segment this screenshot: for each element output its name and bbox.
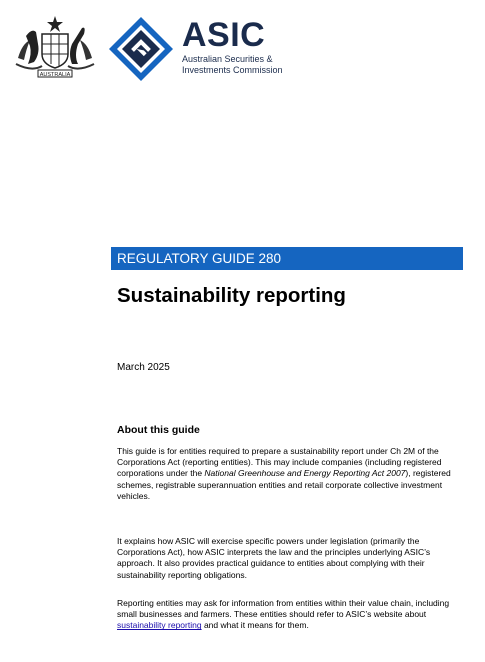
about-paragraph-2: It explains how ASIC will exercise specific powers under legislation (primarily the Corporations Act), how ASIC interprets the law and the principles underlying ASIC’s approach. It also provides practical guidance to entities about complying with their sustainability reporting obligations. <box>117 536 431 580</box>
sustainability-reporting-link[interactable]: sustainability reporting <box>117 620 202 631</box>
svg-text:AUSTRALIA: AUSTRALIA <box>39 72 71 78</box>
commonwealth-coat-of-arms-icon <box>12 14 98 80</box>
document-title: Sustainability reporting <box>117 284 346 307</box>
regulatory-guide-banner: REGULATORY GUIDE 280 <box>111 247 463 270</box>
logo-subtitle-line2: Investments Commission <box>182 65 283 75</box>
about-paragraph-3 <box>117 598 465 632</box>
about-paragraph-1 <box>117 446 465 502</box>
paragraph-text: and what it means for them. <box>201 620 309 631</box>
logo-name: ASIC <box>182 16 266 54</box>
paragraph-text: This guide is for entities required to prepare a sustainability report under Ch 2M of the Corporations Act (reporting entities). This may include companies (including registered corporations under the <box>117 446 442 479</box>
paragraph-text: ), registered schemes, registrable superannuation entities and retail corporate collective investment vehicles. <box>117 468 451 501</box>
asic-wordmark <box>182 18 283 76</box>
asic-diamond-logo-icon <box>108 16 174 82</box>
paragraph-text: Reporting entities may ask for information from entities within their value chain, including small businesses and farmers. These entities should refer to ASIC’s website about <box>117 598 450 620</box>
publication-date: March 2025 <box>117 362 170 373</box>
act-name: National Greenhouse and Energy Reporting Act 2007 <box>204 468 406 479</box>
logo-subtitle-line1: Australian Securities & <box>182 54 273 64</box>
about-heading: About this guide <box>117 424 200 436</box>
